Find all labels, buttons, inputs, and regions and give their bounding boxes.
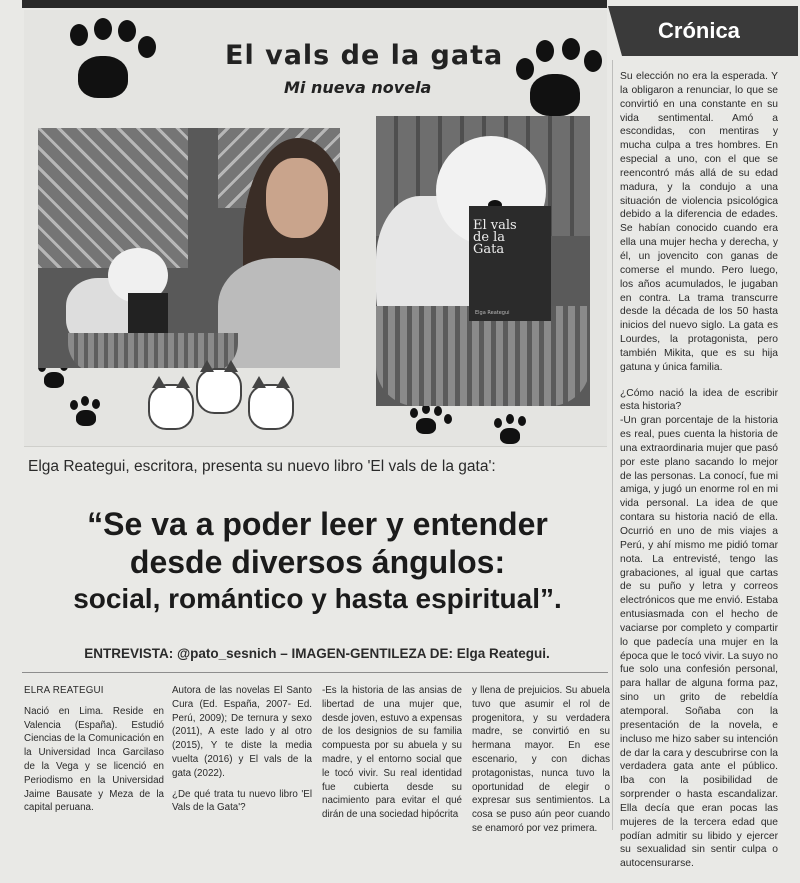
answer-text-1: -Es la historia de las ansias de libertad de una mujer que, desde joven, estuvo a expensas de los designios de su familia compuesta por su abuela y su madre, y el entorno social que le tocó vivir. Su real identidad fue cubierta desde su nacimiento para evitar el qué dirán de una sociedad hipócrita	[322, 685, 462, 821]
interview-question-1: ¿De qué trata tu nuevo libro 'El Vals de la Gata'?	[172, 788, 312, 814]
banner-image	[24, 10, 607, 447]
author-bio-heading: ELRA REATEGUI	[24, 685, 104, 696]
photo-caption: Elga Reategui, escritora, presenta su nuevo libro 'El vals de la gata':	[28, 458, 496, 475]
section-label: Crónica	[658, 18, 740, 43]
right-column	[620, 70, 778, 883]
author-bio-text: Nació en Lima. Reside en Valencia (España). Estudió Ciencias de la Comunicación en la Universidad Inca Garcilaso de la Vega y se licenció en Periodismo en la Universidad Jaime Bausate y Meza de la capital peruana.	[24, 705, 164, 814]
banner-subtitle: Mi nueva novela	[284, 78, 432, 97]
author-works-text: Autora de las novelas El Santo Cura (Ed. España, 2007- Ed. Perú, 2009); De ternura y sexo (2011), A este lado y al otro (2015), Y te diste la media vuelta (2016) y El vals de la gata (2022).	[172, 685, 312, 779]
article-column-2	[172, 684, 312, 822]
quote-line-2: desde diversos ángulos:	[129, 544, 506, 580]
headline-quote	[30, 505, 605, 617]
section-tab	[622, 6, 798, 56]
credits-line: ENTREVISTA: @pato_sesnich – IMAGEN-GENTILEZA DE: Elga Reategui.	[84, 646, 550, 661]
book-cover	[469, 206, 551, 321]
quote-line-1: “Se va a poder leer y entender	[87, 506, 548, 542]
kittens-illustration	[144, 360, 314, 440]
top-rule	[22, 0, 607, 8]
article-column-4	[472, 684, 610, 843]
answer-text-2: y llena de prejuicios. Su abuela tuvo que asumir el rol de progenitora, y su verdadera madre, se convirtió en su hermana mayor. En ese escenario, y con dichas protagonistas, nunca tuvo la oportunidad de elegir o expresar sus sentimientos. La cosa se puso aún peor cuando se enamoró por vez primera.	[472, 685, 610, 834]
banner-title: El vals de la gata	[225, 40, 504, 71]
right-column-paragraph-2: -Un gran porcentaje de la historia es real, pues cuenta la historia de una extraordinaria mujer que pasó por este plano sacando lo mejor de las personas. La conocí, fue mi amiga, y jugó un enorme rol en mi vida personal. La idea de que contara su historia nació de ella. Ocurrió en uno de mis viajes a Perú, y ahí mismo me pidió tomar nota. La entrevisté, tengo las grabaciones, al igual que cartas de su puño y letra y correos electrónicos que me envió. Estaba entusiasmada con el hecho de vaciarse por completo y compartir lo que padecía una mujer en la época que le tocó vivir. La suyo no fue solo una confesión personal, para hallar de alguna forma paz, sino un grito de rebeldía atemporal. Soñaba con la presentación de la novela, e incluso me hizo saber su intención de dar la cara y descubrirse con la verdadera gata ante el público. Iba con la posibilidad de sorprender o hasta escandalizar. Ella decía que eran pocas las mujeres de la tercera edad que podían admitir su libido y ejercer su sexualidad sin sentir culpa o autocensurarse.	[620, 415, 778, 870]
paw-print-icon	[492, 414, 538, 454]
book-cover-author: Elga Reategui	[475, 310, 510, 316]
article-column-1	[24, 684, 164, 822]
quote-line-3: social, romántico y hasta espiritual”.	[73, 583, 562, 614]
cat-with-book-photo	[376, 116, 590, 406]
interview-question-2: ¿Cómo nació la idea de escribir esta historia?	[620, 387, 778, 413]
article-column-3	[322, 684, 462, 829]
paw-print-icon	[408, 404, 458, 448]
paw-print-icon	[68, 396, 108, 432]
column-rule	[612, 60, 613, 830]
paw-print-icon	[58, 18, 158, 108]
book-cover-title: El vals de la Gata	[473, 218, 517, 257]
divider	[22, 672, 608, 673]
paw-print-icon	[510, 36, 610, 126]
right-column-paragraph-1: Su elección no era la esperada. Y la obligaron a renunciar, lo que se convirtió en una constante en su vida sentimental. Amó a escondidas, con mentiras y mucha culpa a tres hombres. En especial a uno, con el que se reencontró más allá de su edad madura, y la condujo a una situación de violencia psicológica debido a la diferencia de edades. Se habían conocido cuando era ella una mujer hecha y derecha, y él, un jovencito con ganas de comerse el mundo. Pero luego, los años acumulados, le jugaban en contra. La trama transcurre desde la década de los 50 hasta inicios del nuevo siglo. La gata es Lourdes, la protagonista, pero también Mikita, que es su hija gatuna y única familia.	[620, 71, 778, 373]
author-photo	[38, 128, 340, 368]
